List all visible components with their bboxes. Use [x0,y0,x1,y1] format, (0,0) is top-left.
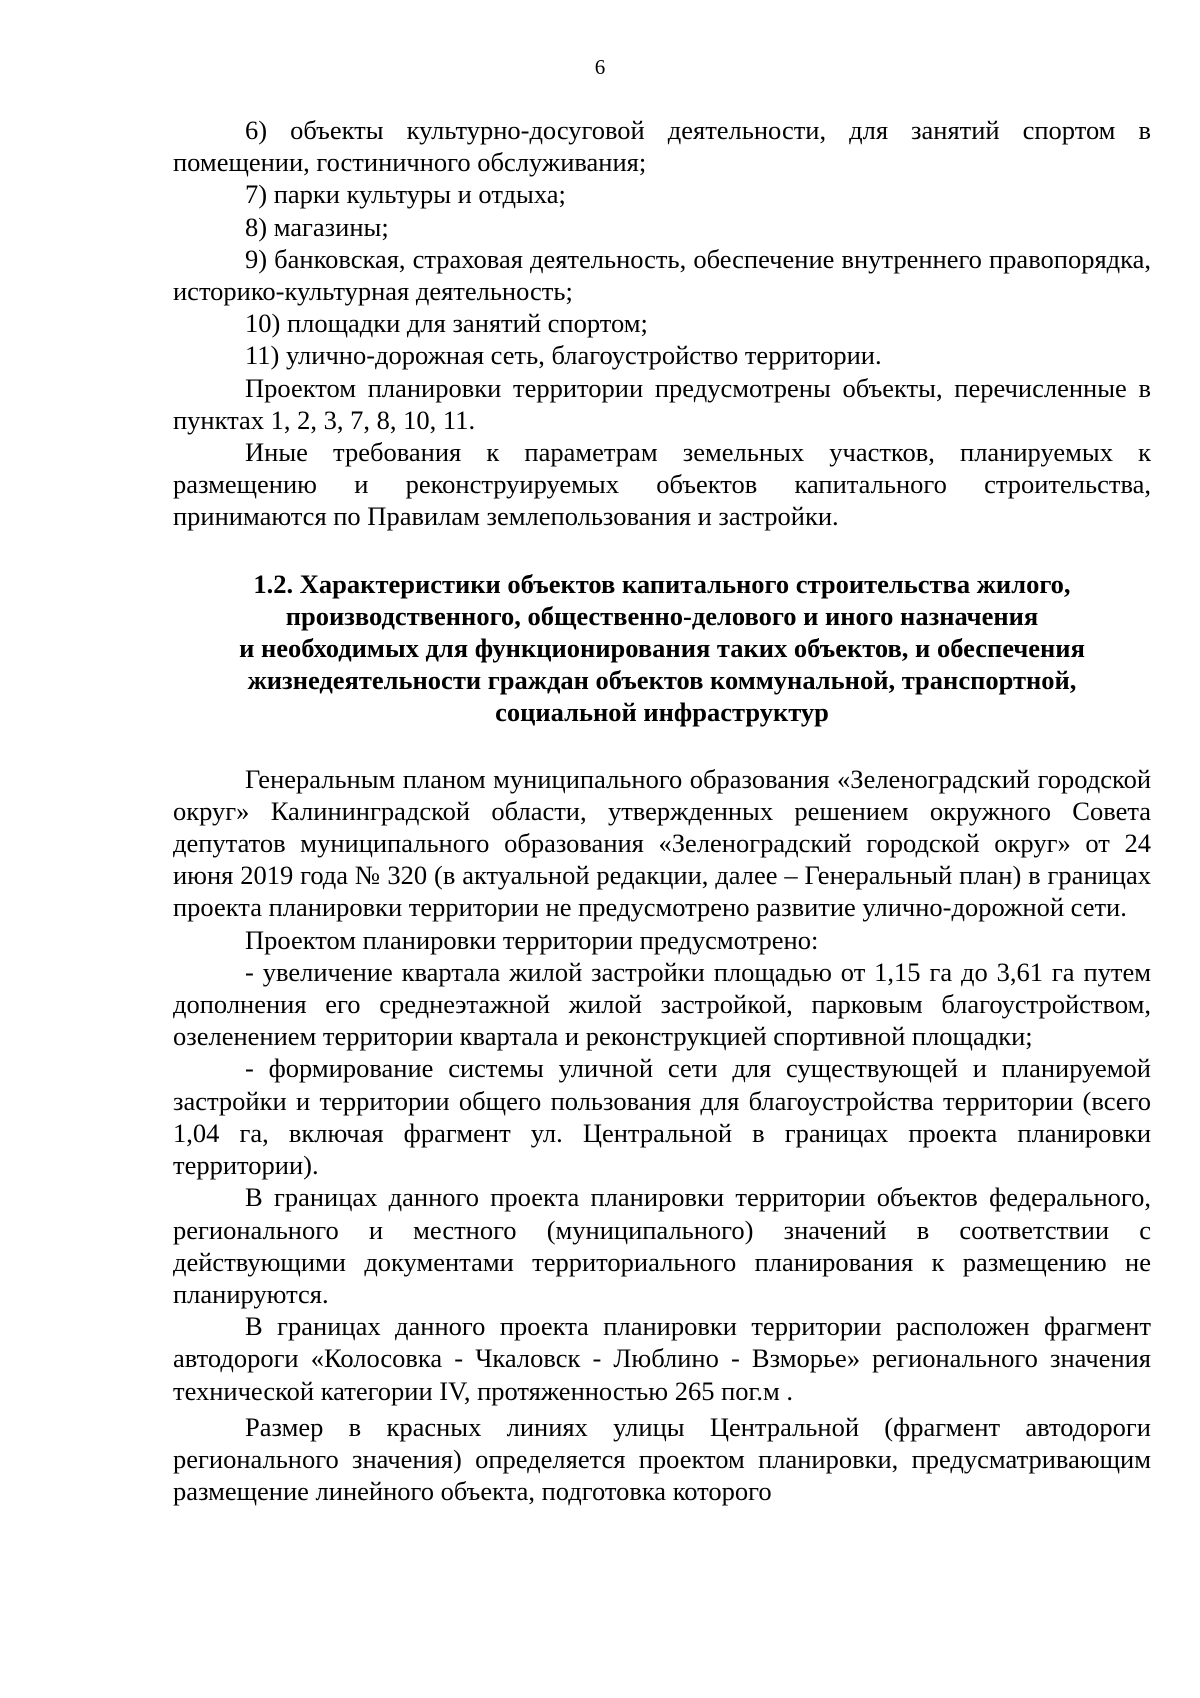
paragraph-road-fragment: В границах данного проекта планировки территории расположен фрагмент автодороги «Колосовка - Чкаловск - Люблино - Взморье» регионального значения технической категории IV, протяженностью 265 пог.м . [173,1311,1151,1406]
list-item: 10) площадки для занятий спортом; [245,308,648,339]
document-body [173,114,1151,1507]
list-item: 7) парки культуры и отдыха; [245,179,566,210]
heading-line: 1.2. Характеристики объектов капитального строительства жилого, [253,568,1071,599]
paragraph-no-objects: В границах данного проекта планировки территории объектов федерального, регионального и местного (муниципального) значений в соответствии с действующими документами территориального планирования к размещению не планируются. [173,1182,1151,1309]
paragraph-other-requirements: Иные требования к параметрам земельных участков, планируемых к размещению и реконструируемых объектов капитального строительства, принимаются по Правилам землепользования и застройки. [173,437,1151,532]
list-item: 8) магазины; [245,211,389,242]
heading-line: социальной инфраструктур [495,697,829,728]
bullet-item: - увеличение квартала жилой застройки площадью от 1,15 га до 3,61 га путем дополнения его среднеэтажной жилой застройкой, парковым благоустройством, озеленением территории квартала и реконструкцией спортивной площадки; [173,956,1151,1052]
section-heading [173,568,1151,729]
heading-line: и необходимых для функционирования таких объектов, и обеспечения [239,633,1085,664]
paragraph-red-lines: Размер в красных линиях улицы Центральной (фрагмент автодороги регионального значения) определяется проектом планировки, предусматривающим размещение линейного объекта, подготовка которого [173,1411,1151,1507]
paragraph-general-plan: Генеральным планом муниципального образования «Зеленоградский городской округ» Калининградской области, утвержденных решением окружного Совета депутатов муниципального образования «Зеленоградский городской округ» от 24 июня 2019 года № 320 (в актуальной редакции, далее – Генеральный план) в границах проекта планировки территории не предусмотрено развитие улично-дорожной сети. [173,763,1151,923]
page-number: 6 [594,55,606,79]
list-item: 9) банковская, страховая деятельность, обеспечение внутреннего правопорядка, историко-культурная деятельность; [173,243,1151,307]
paragraph-planned-objects: Проектом планировки территории предусмотрены объекты, перечисленные в пунктах 1, 2, 3, 7, 8, 10, 11. [173,372,1151,435]
heading-line: жизнедеятельности граждан объектов коммунальной, транспортной, [247,665,1077,696]
list-item: 11) улично-дорожная сеть, благоустройство территории. [245,340,882,371]
list-item: 6) объекты культурно-досуговой деятельности, для занятий спортом в помещении, гостиничного обслуживания; [173,115,1151,178]
heading-line: производственного, общественно-делового и иного назначения [285,600,1039,631]
bullet-item: - формирование системы уличной сети для существующей и планируемой застройки и территории общего пользования для благоустройства территории (всего 1,04 га, включая фрагмент ул. Центральной в границах проекта планировки территории). [173,1053,1151,1181]
paragraph-provided: Проектом планировки территории предусмотрено: [245,924,819,955]
